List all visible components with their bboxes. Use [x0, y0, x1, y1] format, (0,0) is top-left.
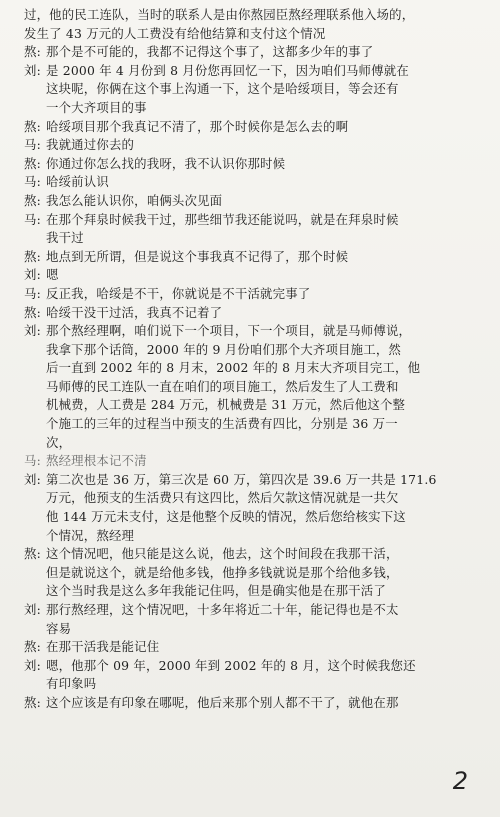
- line-text: 嗯: [46, 267, 59, 283]
- line-text: 这块呢，你俩在这个事上沟通一下，这个是哈绥项目，等会还有: [46, 81, 399, 97]
- line-text: 嗯，他那个 09 年，2000 年到 2002 年的 8 月，这个时候我您还: [46, 657, 416, 673]
- transcript-line: [24, 304, 482, 323]
- line-text: 你通过你怎么找的我呀，我不认识你那时候: [46, 155, 286, 171]
- line-text: 在那干活我是能记住: [46, 639, 160, 655]
- line-text: 那行熬经理，这个情况吧，十多年将近二十年，能记得也是不太: [46, 602, 399, 617]
- transcript-line: [24, 527, 482, 546]
- speaker-label: 熬:: [24, 639, 41, 655]
- page-number: 2: [452, 767, 468, 795]
- line-text: 哈绥前认识: [46, 174, 109, 190]
- transcript-line: [24, 155, 482, 174]
- transcript-body: [24, 6, 482, 713]
- transcript-line: [24, 452, 482, 471]
- speaker-label: 熬:: [24, 44, 41, 60]
- line-text: 那个熬经理啊，咱们说下一个项目，下一个项目，就是马师傅说，: [46, 323, 412, 339]
- line-text: 地点到无所谓，但是说这个事我真不记得了，那个时候: [46, 248, 349, 264]
- line-text: 发生了 43 万元的人工费没有给他结算和支付这个情况: [24, 25, 326, 41]
- transcript-line: [24, 582, 482, 601]
- transcript-line: [24, 601, 482, 620]
- line-text: 一个大齐项目的事: [46, 99, 147, 115]
- transcript-line: [24, 173, 482, 192]
- line-text: 容易: [46, 620, 72, 636]
- speaker-label: 刘:: [24, 471, 41, 487]
- speaker-label: 熬:: [24, 192, 41, 208]
- line-text: 他 144 万元未支付，这是他整个反映的情况，然后您给核实下这: [46, 509, 406, 525]
- speaker-label: 熬:: [24, 304, 41, 320]
- transcript-line: [24, 378, 482, 397]
- transcript-line: [24, 192, 482, 211]
- transcript-line: [24, 638, 482, 657]
- transcript-line: [24, 694, 482, 713]
- line-text: 在那个拜泉时候我干过，那些细节我还能说吗，就是在拜泉时候: [46, 211, 399, 227]
- transcript-line: [24, 657, 482, 676]
- transcript-line: [24, 434, 482, 453]
- transcript-line: [24, 62, 482, 81]
- speaker-label: 熬:: [24, 155, 41, 171]
- line-text: 这个当时我是这么多年我能记住吗，但是确实他是在那干活了: [46, 583, 386, 599]
- transcript-line: [24, 118, 482, 137]
- speaker-label: 刘:: [24, 323, 41, 339]
- transcript-line: [24, 43, 482, 62]
- speaker-label: 熬:: [24, 118, 41, 134]
- transcript-line: [24, 508, 482, 527]
- transcript-line: [24, 25, 482, 44]
- transcript-line: [24, 545, 482, 564]
- speaker-label: 刘:: [24, 62, 41, 78]
- line-text: 这个情况吧，他只能是这么说，他去，这个时间段在我那干活，: [46, 546, 399, 562]
- line-text: 马师傅的民工连队一直在咱们的项目施工，然后发生了人工费和: [46, 378, 399, 394]
- line-text: 第二次也是 36 万，第三次是 60 万，第四次是 39.6 万一共是 171.6: [46, 471, 437, 487]
- transcript-line: [24, 359, 482, 378]
- transcript-line: [24, 136, 482, 155]
- transcript-line: [24, 322, 482, 341]
- line-text: 哈绥干没干过活，我真不记着了: [46, 304, 223, 320]
- transcript-line: [24, 99, 482, 118]
- transcript-line: [24, 6, 482, 25]
- transcript-line: [24, 248, 482, 267]
- line-text: 熬经理根本记不清: [46, 453, 147, 469]
- speaker-label: 马:: [24, 174, 41, 190]
- transcript-line: [24, 266, 482, 285]
- speaker-label: 刘:: [24, 602, 41, 617]
- line-text: 机械费，人工费是 284 万元，机械费是 31 万元，然后他这个整: [46, 397, 406, 413]
- line-text: 反正我，哈绥是不干，你就说是不干活就完事了: [46, 285, 311, 301]
- speaker-label: 熬:: [24, 248, 41, 264]
- speaker-label: 刘:: [24, 267, 41, 283]
- line-text: 后一直到 2002 年的 8 月末，2002 年的 8 月末大齐项目完工，他: [46, 360, 421, 376]
- speaker-label: 马:: [24, 285, 41, 301]
- line-text: 我就通过你去的: [46, 137, 135, 153]
- speaker-label: 熬:: [24, 694, 41, 710]
- line-text: 这个应该是有印象在哪呢，他后来那个别人都不干了，就他在那: [46, 694, 399, 710]
- line-text: 我怎么能认识你，咱俩头次见面: [46, 192, 223, 208]
- speaker-label: 马:: [24, 211, 41, 227]
- transcript-line: [24, 229, 482, 248]
- transcript-line: [24, 285, 482, 304]
- transcript-line: [24, 471, 482, 490]
- transcript-line: [24, 341, 482, 360]
- transcript-line: [24, 80, 482, 99]
- line-text: 万元，他预支的生活费只有这四比，然后欠款这情况就是一共欠: [46, 490, 399, 506]
- speaker-label: 马:: [24, 137, 41, 153]
- transcript-line: [24, 675, 482, 694]
- line-text: 个施工的三年的过程当中预支的生活费有四比，分别是 36 万一: [46, 416, 398, 432]
- speaker-label: 马:: [24, 453, 41, 469]
- line-text: 次，: [46, 434, 72, 450]
- line-text: 我拿下那个话筒，2000 年的 9 月份咱们那个大齐项目施工，然: [46, 341, 402, 357]
- transcript-line: [24, 396, 482, 415]
- line-text: 过，他的民工连队，当时的联系人是由你熬园臣熬经理联系他入场的，: [24, 7, 415, 22]
- line-text: 但是就说这个，就是给他多钱，他挣多钱就说是那个给他多钱，: [46, 564, 399, 580]
- transcript-line: [24, 564, 482, 583]
- line-text: 个情况，熬经理: [46, 527, 135, 543]
- line-text: 是 2000 年 4 月份到 8 月份您再回忆一下，因为咱们马师傅就在: [46, 62, 409, 78]
- line-text: 有印象吗: [46, 676, 97, 692]
- speaker-label: 刘:: [24, 657, 41, 673]
- line-text: 那个是不可能的，我都不记得这个事了，这都多少年的事了: [46, 44, 374, 60]
- transcript-line: [24, 489, 482, 508]
- line-text: 哈绥项目那个我真记不清了，那个时候你是怎么去的啊: [46, 118, 349, 134]
- transcript-line: [24, 620, 482, 639]
- transcript-line: [24, 415, 482, 434]
- transcript-line: [24, 211, 482, 230]
- speaker-label: 熬:: [24, 546, 41, 562]
- line-text: 我干过: [46, 230, 84, 246]
